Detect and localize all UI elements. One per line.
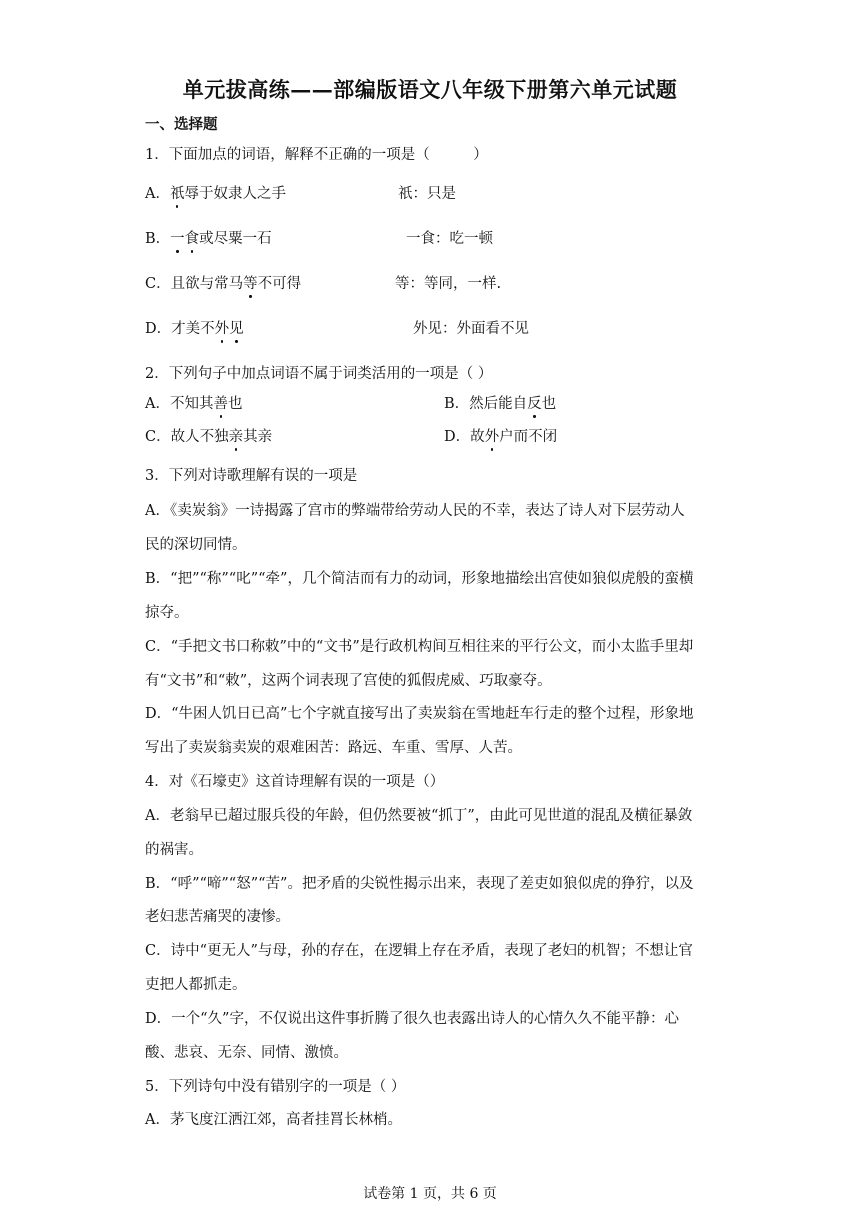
q1-option-a-explanation: 祇：只是 bbox=[398, 186, 456, 202]
q5-option-a-line1: A．茅飞度江洒江郊，高者挂罥长林梢。 bbox=[145, 1112, 402, 1128]
section-heading: 一、选择题 bbox=[145, 116, 218, 133]
q3-option-c-line1: C．“手把文书口称敕”中的“文书”是行政机构间互相往来的平行公文，而小太监手里却 bbox=[145, 639, 694, 655]
q4-option-b-line2: 老妇悲苦痛哭的凄惨。 bbox=[145, 909, 290, 925]
option-label: B． bbox=[145, 231, 171, 247]
q3-option-a-line2: 民的深切同情。 bbox=[145, 537, 247, 553]
q3-stem: 3．下列对诗歌理解有误的一项是 bbox=[145, 468, 358, 484]
q2-option-c bbox=[145, 430, 272, 445]
q3-option-b-line2: 掠夺。 bbox=[145, 605, 189, 621]
dotted-char: 见 bbox=[229, 321, 244, 337]
dotted-char: 反 bbox=[527, 396, 542, 412]
q1-option-a bbox=[145, 187, 286, 202]
option-text: 故 bbox=[470, 429, 485, 445]
q2-option-d bbox=[444, 430, 557, 445]
q3-option-b-line1: B．“把”“称”“叱”“牵”，几个简洁而有力的动词，形象地描绘出宫使如狼似虎般的蛮横 bbox=[145, 571, 694, 587]
q1-option-c-explanation: 等：等同，一样. bbox=[395, 276, 502, 292]
q1-stem: 1．下面加点的词语，解释不正确的一项是（ ） bbox=[145, 147, 488, 163]
dotted-char: 等 bbox=[243, 276, 258, 292]
option-text: 其亲 bbox=[243, 429, 273, 445]
dotted-char: 亲 bbox=[228, 429, 244, 445]
q2-option-b bbox=[444, 397, 556, 412]
option-text: 且欲与常马 bbox=[170, 276, 244, 292]
option-text: 辱于奴隶人之手 bbox=[184, 186, 286, 202]
q3-option-d-line2: 写出了卖炭翁卖炭的艰难困苦：路远、车重、雪厚、人苦。 bbox=[145, 740, 522, 756]
q1-option-c bbox=[145, 277, 301, 292]
dotted-char: 食 bbox=[184, 231, 200, 247]
q3-option-d-line1: D．“牛困人饥日已高”七个字就直接写出了卖炭翁在雪地赶车行走的整个过程，形象地 bbox=[145, 706, 694, 722]
dotted-char: 外 bbox=[214, 321, 230, 337]
option-text: 户而不闭 bbox=[499, 429, 558, 445]
option-label: D． bbox=[145, 321, 172, 337]
option-label: A． bbox=[145, 396, 170, 412]
q4-option-c-line2: 吏把人都抓走。 bbox=[145, 977, 247, 993]
option-label: A． bbox=[145, 186, 170, 202]
option-text: 也 bbox=[227, 396, 243, 412]
dotted-char: 祇 bbox=[169, 186, 185, 202]
dotted-char: 善 bbox=[213, 396, 228, 412]
q1-option-b bbox=[145, 232, 272, 247]
option-text: 然后能自 bbox=[469, 396, 528, 412]
q2-stem: 2．下列句子中加点词语不属于词类活用的一项是（ ） bbox=[145, 366, 493, 382]
q4-option-c-line1: C．诗中“更无人”与母，孙的存在，在逻辑上存在矛盾，表现了老妇的机智；不想让官 bbox=[145, 943, 693, 959]
dotted-char: 一 bbox=[170, 231, 185, 247]
option-text: 才美不 bbox=[171, 321, 215, 337]
option-text: 也 bbox=[541, 396, 557, 412]
option-text: 不可得 bbox=[257, 276, 302, 292]
q4-option-b-line1: B．“呼”“啼”“怒”“苦”。把矛盾的尖锐性揭示出来，表现了差吏如狼似虎的狰狞，以及 bbox=[145, 876, 694, 892]
q5-stem: 5．下列诗句中没有错别字的一项是（ ） bbox=[145, 1079, 406, 1095]
q3-option-c-line2: 有“文书”和“敕”，这两个词表现了宫使的狐假虎威、巧取豪夺。 bbox=[145, 673, 552, 689]
q4-option-d-line1: D．一个“久”字，不仅说出这件事折腾了很久也表露出诗人的心情久久不能平静：心 bbox=[145, 1011, 679, 1027]
option-text: 故人不独 bbox=[170, 429, 229, 445]
option-label: C． bbox=[145, 276, 171, 292]
page-footer: 试卷第 1 页，共 6 页 bbox=[363, 1186, 497, 1202]
q2-option-a bbox=[145, 397, 242, 412]
dotted-char: 外 bbox=[484, 429, 500, 445]
option-label: B． bbox=[444, 396, 470, 412]
q4-option-d-line2: 酸、悲哀、无奈、同情、激愤。 bbox=[145, 1045, 348, 1061]
option-text: 不知其 bbox=[169, 396, 214, 412]
page-title: 单元拔高练——部编版语文八年级下册第六单元试题 bbox=[182, 77, 678, 102]
q1-option-d-explanation: 外见：外面看不见 bbox=[413, 321, 529, 337]
option-label: D． bbox=[444, 429, 471, 445]
q4-option-a-line2: 的祸害。 bbox=[145, 842, 203, 858]
q4-stem: 4．对《石壕吏》这首诗理解有误的一项是（） bbox=[145, 774, 445, 790]
q1-option-d bbox=[145, 322, 244, 337]
q3-option-a-line1: A．《卖炭翁》一诗揭露了宫市的弊端带给劳动人民的不幸，表达了诗人对下层劳动人 bbox=[145, 503, 685, 519]
q4-option-a-line1: A．老翁早已超过服兵役的年龄，但仍然要被“抓丁”，由此可见世道的混乱及横征暴敛 bbox=[145, 808, 693, 824]
option-text: 或尽粟一石 bbox=[199, 231, 272, 247]
q1-option-b-explanation: 一食：吃一顿 bbox=[406, 231, 493, 247]
option-label: C． bbox=[145, 429, 171, 445]
